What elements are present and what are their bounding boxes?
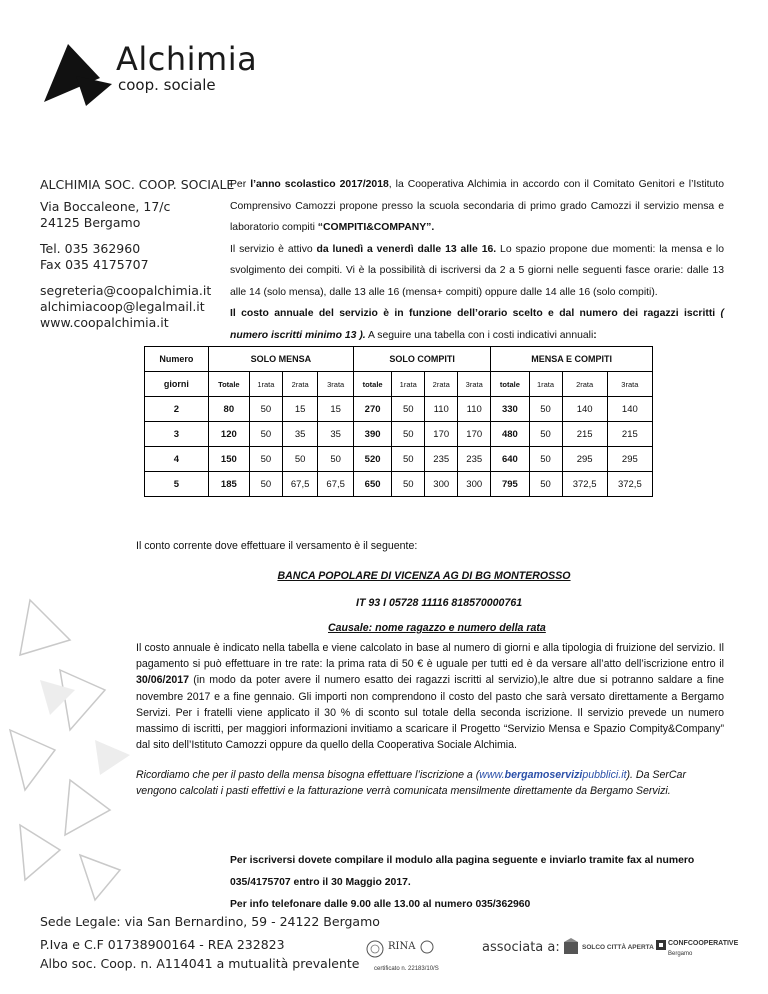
body-paragraph: Il costo annuale è indicato nella tabella e viene calcolato in base al numero di giorni e alla tipologia di fruizione del servizio. Il pagamento si può effettuare in tre rate: la prima rata di 50 € è uguale per tutti ed è da versare all’atto dell’iscrizione entro il 30/06/2017 (in modo da poter avere il numero esatto dei ragazzi iscritti al servizio),le altre due si potranno saldare a fine novembre 2017 e a fine gennaio. Gli importi non comprendono il costo del pasto che sarà versato direttamente a Bergamo Servizi. Per i fratelli viene applicato il 30 % di sconto sul totale della seconda iscrizione. Il servizio prevede un numero massimo di iscritti, per maggiori informazioni invitiamo a scaricare il Progetto “Servizio Mensa e Spazio Compity&Company” dal sito dell’Istituto Camozzi oppure da quello della Cooperativa Sociale Alchimia. [136,642,724,752]
table-cell: 3 [145,422,209,447]
table-cell: 170 [458,422,491,447]
subheader: Totale [208,372,249,397]
table-cell: 295 [607,447,652,472]
bank-name: BANCA POPOLARE DI VICENZA AG DI BG MONTEROSSO [277,570,571,582]
confcooperative-sub: Bergamo [668,951,693,957]
table-cell: 270 [353,397,391,422]
cost-table [144,346,653,497]
alchimia-logo-icon [40,40,116,108]
sender-website[interactable]: www.coopalchimia.it [40,315,169,330]
table-cell: 50 [392,397,425,422]
table-cell: 215 [562,422,607,447]
subheader: 3rata [458,372,491,397]
table-cell: 480 [491,422,529,447]
table-cell: 15 [318,397,354,422]
sender-email2[interactable]: alchimiacoop@legalmail.it [40,299,205,314]
sender-address1: Via Boccaleone, 17/c [40,199,171,214]
table-cell: 330 [491,397,529,422]
header-giorni: giorni [145,372,209,397]
subheader: 1rata [249,372,282,397]
table-cell: 235 [458,447,491,472]
subheader: 3rata [318,372,354,397]
table-cell: 50 [282,447,318,472]
bergamo-servizi-link[interactable]: www.bergamoservizipubblici.it [479,769,627,781]
causale: Causale: nome ragazzo e numero della rata [328,622,546,634]
table-cell: 50 [249,447,282,472]
decorative-triangles [0,580,140,910]
iban: IT 93 I 05728 11116 818570000761 [356,597,523,609]
table-cell: 300 [425,472,458,497]
rina-seal-icon [366,940,384,958]
subheader: 2rata [425,372,458,397]
subheader: 1rata [392,372,425,397]
table-cell: 50 [249,472,282,497]
table-cell: 50 [529,472,562,497]
confcooperative-logo-icon [656,940,666,950]
table-cell: 140 [562,397,607,422]
table-cell: 80 [208,397,249,422]
iqnet-icon [420,940,434,954]
table-cell: 35 [318,422,354,447]
intro-paragraph: Per l’anno scolastico 2017/2018, la Cooperativa Alchimia in accordo con il Comitato Genitori e l’Istituto Comprensivo Camozzi propone presso la scuola secondaria di primo grado Camozzi il servizio mensa e laboratorio compiti “COMPITI&COMPANY”. Il servizio è attivo da lunedì a venerdì dalle 13 alle 16. Lo spazio propone due momenti: la mensa e lo svolgimento dei compiti. Vi è la possibilità di iscriversi da 2 a 5 giorni nelle seguenti fasce orarie: dalle 13 alle 14 (solo mensa), dalle 13 alle 16 (mensa+ compiti) oppure dalle 14 alle 16 (solo compiti). Il costo annuale del servizio è in funzione dell’orario scelto e dal numero dei ragazzi iscritti ( numero iscritti minimo 13 ). A seguire una tabella con i costi indicativi annuali: [230,179,725,341]
table-cell: 50 [529,447,562,472]
table-cell: 67,5 [318,472,354,497]
table-cell: 50 [529,422,562,447]
table-cell: 67,5 [282,472,318,497]
table-cell: 50 [318,447,354,472]
table-cell: 140 [607,397,652,422]
signup-line1: Per iscriversi dovete compilare il modulo alla pagina seguente e inviarlo tramite fax al numero 035/4175707 entro il 30 Maggio 2017. [230,855,695,888]
table-cell: 5 [145,472,209,497]
table-cell: 185 [208,472,249,497]
header-numero: Numero [145,347,209,372]
associata-label: associata a: [482,940,560,955]
logo-name: Alchimia [116,40,258,78]
table-cell: 110 [425,397,458,422]
table-cell: 150 [208,447,249,472]
table-cell: 120 [208,422,249,447]
table-cell: 170 [425,422,458,447]
table-row [145,422,653,447]
footer-albo: Albo soc. Coop. n. A114041 a mutualità prevalente [40,956,360,971]
logo-subtitle: coop. sociale [118,76,216,94]
certificate-number: certificato n. 22183/10/S [374,966,439,972]
solco-logo-icon [562,938,580,956]
subheader: 1rata [529,372,562,397]
sender-org: ALCHIMIA SOC. COOP. SOCIALE [40,177,235,192]
table-cell: 50 [392,422,425,447]
footer-piva: P.Iva e C.F 01738900164 - REA 232823 [40,937,285,952]
table-cell: 215 [607,422,652,447]
subheader: totale [353,372,391,397]
subheader: 3rata [607,372,652,397]
subheader: 2rata [562,372,607,397]
signup-line2: Per info telefonare dalle 9.00 alle 13.00 al numero 035/362960 [230,899,531,910]
table-cell: 390 [353,422,391,447]
sender-email1[interactable]: segreteria@coopalchimia.it [40,283,212,298]
table-cell: 2 [145,397,209,422]
table-cell: 372,5 [562,472,607,497]
sender-address2: 24125 Bergamo [40,215,141,230]
table-cell: 50 [249,397,282,422]
signup-instructions [230,850,724,916]
table-cell: 520 [353,447,391,472]
table-row [145,472,653,497]
table-cell: 110 [458,397,491,422]
confcooperative-label: CONFCOOPERATIVE [668,940,739,947]
footer-sede: Sede Legale: via San Bernardino, 59 - 24122 Bergamo [40,914,380,929]
rina-label: RINA [388,941,416,952]
table-cell: 795 [491,472,529,497]
table-cell: 640 [491,447,529,472]
table-cell: 50 [392,472,425,497]
sender-tel: Tel. 035 362960 [40,241,141,256]
subheader: 2rata [282,372,318,397]
solco-label: SOLCO CITTÀ APERTA [582,944,654,951]
table-cell: 15 [282,397,318,422]
table-cell: 4 [145,447,209,472]
table-cell: 50 [529,397,562,422]
header-solo-mensa: SOLO MENSA [208,347,353,372]
meal-note: Ricordiamo che per il pasto della mensa bisogna effettuare l’iscrizione a (www.bergamoservizipubblici.it). Da SerCar vengono calcolati i pasti effettivi e la fatturazione verrà comunicata mensilmente direttamente da Bergamo Servizi. [136,769,686,798]
subheader: totale [491,372,529,397]
table-cell: 235 [425,447,458,472]
table-cell: 50 [249,422,282,447]
table-cell: 35 [282,422,318,447]
table-row [145,447,653,472]
table-cell: 50 [392,447,425,472]
table-cell: 650 [353,472,391,497]
table-cell: 295 [562,447,607,472]
payment-intro: Il conto corrente dove effettuare il versamento è il seguente: [136,540,418,552]
table-cell: 300 [458,472,491,497]
table-row [145,397,653,422]
sender-fax: Fax 035 4175707 [40,257,149,272]
header-solo-compiti: SOLO COMPITI [353,347,490,372]
table-cell: 372,5 [607,472,652,497]
header-mensa-compiti: MENSA E COMPITI [491,347,653,372]
